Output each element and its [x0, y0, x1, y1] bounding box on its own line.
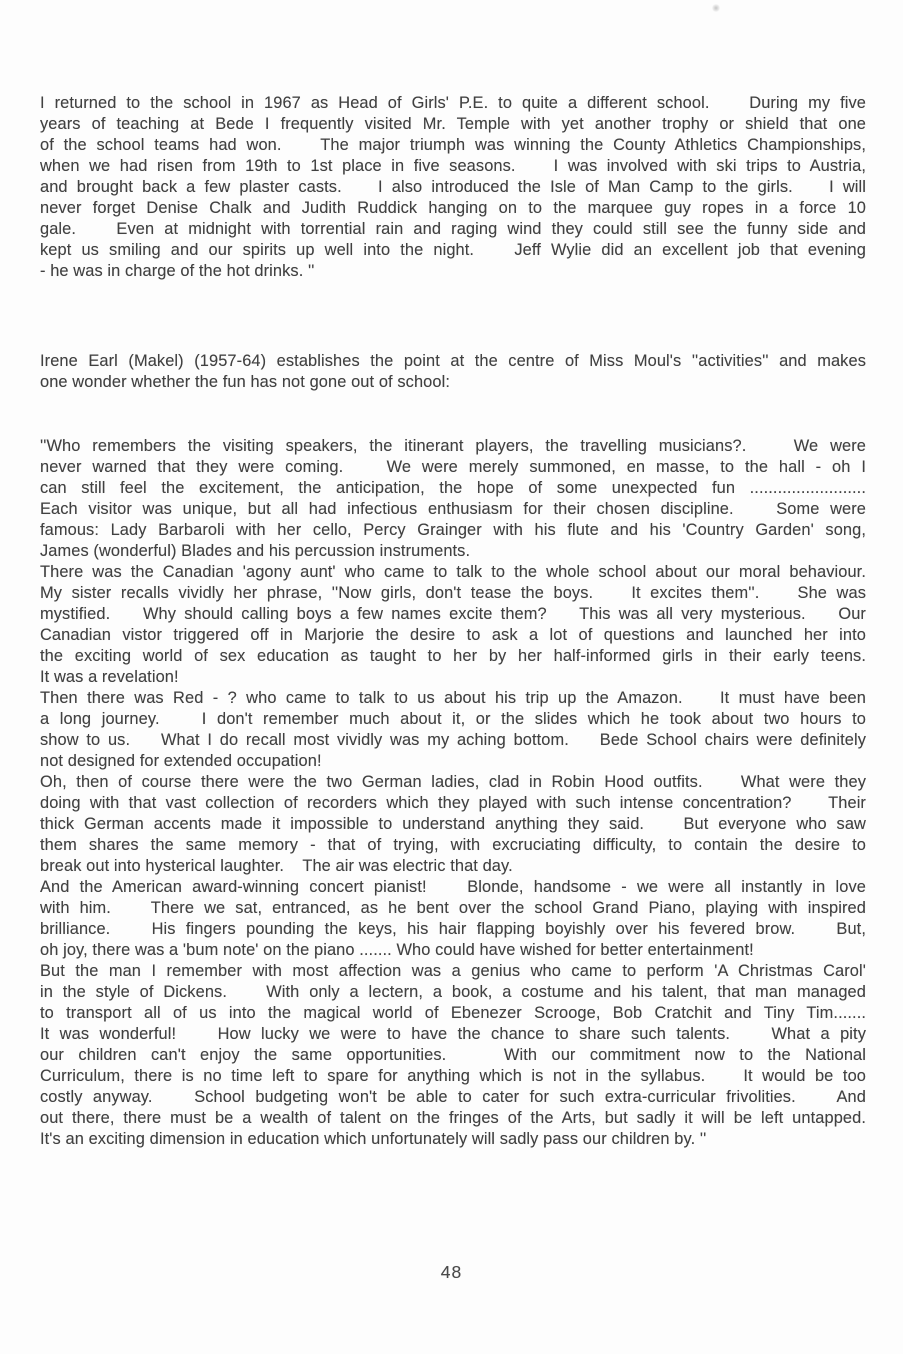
- quote-paragraph-german-ladies: [40, 772, 866, 877]
- text-line: and brought back a few plaster casts. I also introduced the Isle of Man Camp to the girls. I will: [40, 178, 866, 196]
- text-line: never warned that they were coming. We were merely summoned, en masse, to the hall - oh I: [40, 458, 866, 476]
- quote-paragraph-american-pianist: [40, 877, 866, 961]
- text-line: Curriculum, there is no time left to spare for anything which is not in the syllabus. It would be too: [40, 1067, 866, 1085]
- text-line: kept us smiling and our spirits up well into the night. Jeff Wylie did an excellent job that evening: [40, 241, 866, 259]
- quote-block: [40, 436, 866, 1150]
- text-line: out there, there must be a wealth of talent on the fringes of the Arts, but sadly it will be left untapped.: [40, 1109, 866, 1127]
- quote-paragraph-canadian-agony-aunt: [40, 562, 866, 688]
- text-line: can still feel the excitement, the anticipation, the hope of some unexpected fun .........................: [40, 479, 866, 497]
- text-line: show to us. What I do recall most vividly was my aching bottom. Bede School chairs were definitely: [40, 731, 866, 749]
- text-line: to transport all of us into the magical world of Ebenezer Scrooge, Bob Cratchit and Tiny Tim.......: [40, 1004, 866, 1022]
- text-line: not designed for extended occupation!: [40, 752, 322, 770]
- text-line: Irene Earl (Makel) (1957-64) establishes the point at the centre of Miss Moul's ''activities'' and makes: [40, 352, 866, 370]
- text-line: one wonder whether the fun has not gone out of school:: [40, 373, 450, 391]
- page-number: 48: [440, 1262, 463, 1282]
- scan-smudge: [712, 4, 720, 12]
- text-line: years of teaching at Bede I frequently visited Mr. Temple with yet another trophy or shield that one: [40, 115, 866, 133]
- text-line: gale. Even at midnight with torrential rain and raging wind they could still see the funny side and: [40, 220, 866, 238]
- text-line: of the school teams had won. The major triumph was winning the County Athletics Championships,: [40, 136, 866, 154]
- text-line: with him. There we sat, entranced, as he bent over the school Grand Piano, playing with inspired: [40, 899, 866, 917]
- text-line: There was the Canadian 'agony aunt' who came to talk to the whole school about our moral behaviour.: [40, 563, 866, 581]
- text-line: ''Who remembers the visiting speakers, the itinerant players, the travelling musicians?. We were: [40, 437, 866, 455]
- quote-paragraph-red-amazon: [40, 688, 866, 772]
- text-line: It was a revelation!: [40, 668, 179, 686]
- text-line: when we had risen from 19th to 1st place in five seasons. I was involved with ski trips to Austria,: [40, 157, 866, 175]
- text-line: costly anyway. School budgeting won't be able to cater for such extra-curricular frivolities. And: [40, 1088, 866, 1106]
- text-line: never forget Denise Chalk and Judith Ruddick hanging on to the marquee guy ropes in a force 10: [40, 199, 866, 217]
- text-line: mystified. Why should calling boys a few names excite them? This was all very mysterious. Our: [40, 605, 866, 623]
- text-line: I returned to the school in 1967 as Head of Girls' P.E. to quite a different school. During my five: [40, 94, 866, 112]
- text-line: It was wonderful! How lucky we were to have the chance to share such talents. What a pity: [40, 1025, 866, 1043]
- quote-paragraph-christmas-carol: [40, 961, 866, 1150]
- text-line: oh joy, there was a 'bum note' on the piano ....... Who could have wished for better entertainment!: [40, 941, 754, 959]
- text-line: And the American award-winning concert pianist! Blonde, handsome - we were all instantly in love: [40, 878, 866, 896]
- text-line: Oh, then of course there were the two German ladies, clad in Robin Hood outfits. What were they: [40, 773, 866, 791]
- text-line: the exciting world of sex education as taught to her by her half-informed girls in their early teens.: [40, 647, 866, 665]
- text-line: - he was in charge of the hot drinks. '': [40, 262, 315, 280]
- text-line: My sister recalls vividly her phrase, ''Now girls, don't tease the boys. It excites them''. She was: [40, 584, 866, 602]
- text-line: Each visitor was unique, but all had infectious enthusiasm for their chosen discipline. Some were: [40, 500, 866, 518]
- text-line: break out into hysterical laughter. The air was electric that day.: [40, 857, 513, 875]
- text-line: Canadian vistor triggered off in Marjorie the desire to ask a lot of questions and launched her into: [40, 626, 866, 644]
- paragraph-return-1967: [40, 93, 866, 282]
- text-line: brilliance. His fingers pounding the keys, his hair flapping boyishly over his fevered brow. But,: [40, 920, 866, 938]
- text-line: Then there was Red - ? who came to talk to us about his trip up the Amazon. It must have been: [40, 689, 866, 707]
- text-line: our children can't enjoy the same opportunities. With our commitment now to the National: [40, 1046, 866, 1064]
- text-line: famous: Lady Barbaroli with her cello, Percy Grainger with his flute and his 'Country Garden' song,: [40, 521, 866, 539]
- text-line: thick German accents made it impossible to understand anything they said. But everyone who saw: [40, 815, 866, 833]
- text-line: them shares the same memory - that of trying, with excruciating difficulty, to contain the desire to: [40, 836, 866, 854]
- text-line: But the man I remember with most affection was a genius who came to perform 'A Christmas Carol': [40, 962, 866, 980]
- text-line: doing with that vast collection of recorders which they played with such intense concentration? Their: [40, 794, 866, 812]
- text-line: in the style of Dickens. With only a lectern, a book, a costume and his talent, that man managed: [40, 983, 866, 1001]
- text-line: James (wonderful) Blades and his percussion instruments.: [40, 542, 471, 560]
- text-line: It's an exciting dimension in education which unfortunately will sadly pass our children by. '': [40, 1130, 707, 1148]
- paragraph-irene-earl-intro: [40, 351, 866, 393]
- quote-paragraph-visiting-speakers: [40, 436, 866, 562]
- text-line: a long journey. I don't remember much about it, or the slides which he took about two hours to: [40, 710, 866, 728]
